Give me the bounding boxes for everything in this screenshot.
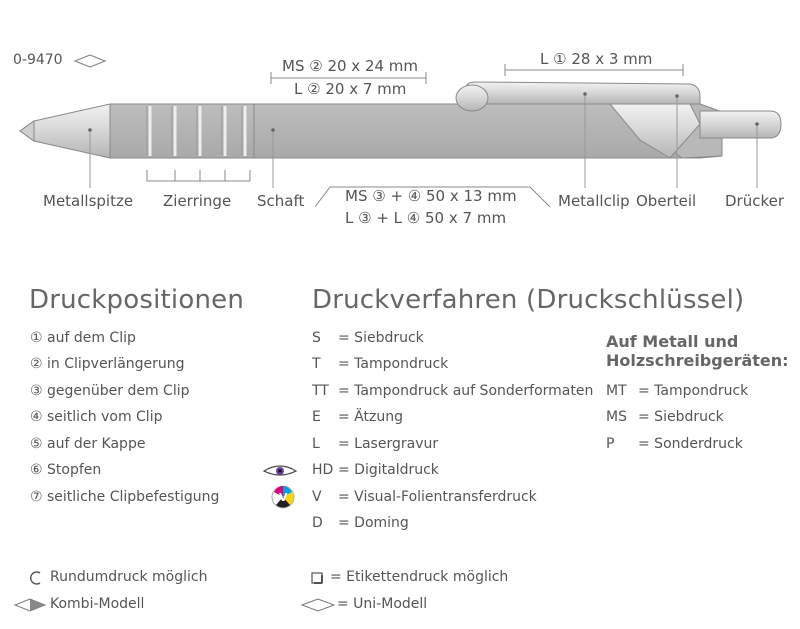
position-item: ① auf dem Clip	[30, 330, 136, 346]
positions-title: Druckpositionen	[29, 285, 244, 315]
label-oberteil: Oberteil	[636, 192, 697, 210]
position-item: ④ seitlich vom Clip	[30, 409, 163, 425]
label-druecker: Drücker	[725, 192, 785, 210]
label-metallclip: Metallclip	[558, 192, 630, 210]
label-zierringe: Zierringe	[163, 192, 232, 210]
verfahren-item: HD = Digitaldruck	[312, 462, 439, 478]
uni-model-icon	[75, 55, 105, 67]
eye-icon	[262, 464, 298, 478]
dim-shaft-ms: MS ② 20 x 24 mm	[282, 57, 419, 75]
metal-clip-shape	[466, 82, 700, 104]
label-schaft: Schaft	[257, 192, 305, 210]
legend-etikett: = Etikettendruck möglich	[330, 569, 509, 585]
model-number: 0-9470	[13, 52, 63, 68]
legend-rundum: Rundumdruck möglich	[50, 569, 208, 585]
label-metallspitze: Metallspitze	[43, 192, 134, 210]
position-item: ⑥ Stopfen	[30, 462, 102, 478]
dim-body-l: L ③ + L ④ 50 x 7 mm	[345, 209, 507, 227]
grip-section	[110, 104, 254, 158]
label-print-icon	[310, 571, 324, 585]
svg-text:V: V	[279, 491, 288, 504]
dim-clip-l: L ① 28 x 3 mm	[540, 50, 653, 68]
verfahren-item: TT = Tampondruck auf Sonderformaten	[312, 383, 594, 399]
position-item: ⑦ seitliche Clipbefestigung	[30, 489, 220, 505]
verfahren-item: V = Visual-Folientransferdruck	[312, 489, 537, 505]
pusher-shape	[700, 111, 781, 138]
metall-item: MT = Tampondruck	[606, 383, 749, 399]
position-item: ⑤ auf der Kappe	[30, 436, 146, 452]
verfahren-item: S = Siebdruck	[312, 330, 424, 346]
verfahren-title: Druckverfahren (Druckschlüssel)	[312, 285, 745, 315]
verfahren-item: D = Doming	[312, 515, 409, 531]
uni-model-legend-icon	[301, 597, 335, 613]
metall-title-line1: Auf Metall und	[606, 332, 739, 351]
verfahren-item: T = Tampondruck	[312, 356, 449, 372]
kombi-model-icon	[14, 597, 46, 613]
verfahren-item: L = Lasergravur	[312, 436, 439, 452]
rundum-icon	[30, 571, 44, 585]
visual-transfer-icon	[270, 484, 296, 510]
metall-item: P = Sonderdruck	[606, 436, 743, 452]
verfahren-item: E = Ätzung	[312, 409, 403, 425]
legend-uni: = Uni-Modell	[337, 596, 428, 612]
metall-title-line2: Holzschreibgeräten:	[606, 351, 789, 370]
dim-shaft-l: L ② 20 x 7 mm	[294, 80, 407, 98]
position-item: ③ gegenüber dem Clip	[30, 383, 190, 399]
metall-item: MS = Siebdruck	[606, 409, 724, 425]
legend-kombi: Kombi-Modell	[50, 596, 145, 612]
position-item: ② in Clipverlängerung	[30, 356, 185, 372]
dim-body-ms: MS ③ + ④ 50 x 13 mm	[345, 187, 517, 205]
